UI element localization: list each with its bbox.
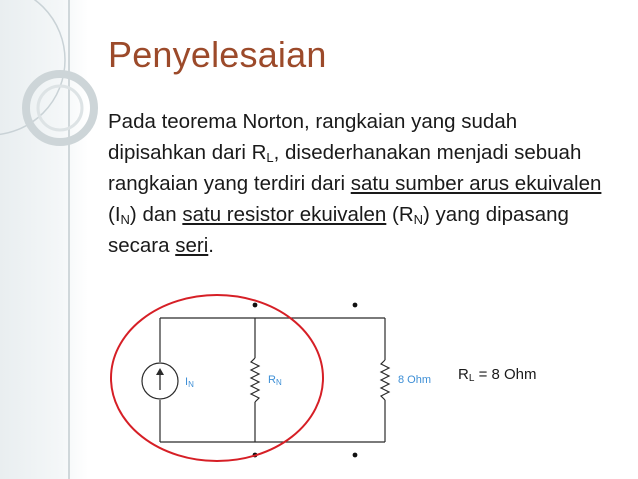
slide-title: Penyelesaian — [108, 34, 327, 75]
text-run: = 8 Ohm — [474, 366, 537, 383]
load-resistor — [381, 360, 389, 400]
decorative-rings — [0, 0, 120, 180]
current-source-icon — [142, 363, 178, 399]
text-run: (I — [108, 203, 121, 226]
underlined-term: seri — [175, 234, 209, 257]
rl-value-label — [458, 366, 537, 383]
text-run: Pada teorema Norton, rangkaian yang sudah dipisahkan dari R — [108, 110, 518, 164]
terminal-dot — [353, 303, 358, 308]
norton-circuit-diagram — [105, 290, 445, 475]
subscript: L — [468, 373, 475, 384]
terminal-dot — [353, 453, 358, 458]
text-run: ) dan — [129, 203, 183, 226]
text-run: R — [458, 366, 469, 383]
text-run: . — [208, 234, 214, 257]
underlined-term: satu resistor ekuivalen — [182, 203, 387, 226]
load-label: 8 Ohm — [398, 374, 432, 386]
text-run: , disederhanakan menjadi sebuah rangkaian yang terdiri dari — [108, 141, 582, 195]
body-paragraph — [108, 106, 618, 261]
subscript: N — [120, 212, 130, 227]
text-run: (R — [386, 203, 414, 226]
text-run: ) yang dipasang secara — [108, 203, 569, 257]
source-label: IN — [185, 376, 194, 389]
underlined-term: satu sumber arus ekuivalen — [350, 172, 602, 195]
terminal-dot — [253, 303, 258, 308]
resistor-label: RN — [268, 374, 282, 387]
subscript: N — [413, 212, 424, 227]
subscript: L — [266, 150, 274, 165]
rn-resistor — [251, 358, 259, 402]
